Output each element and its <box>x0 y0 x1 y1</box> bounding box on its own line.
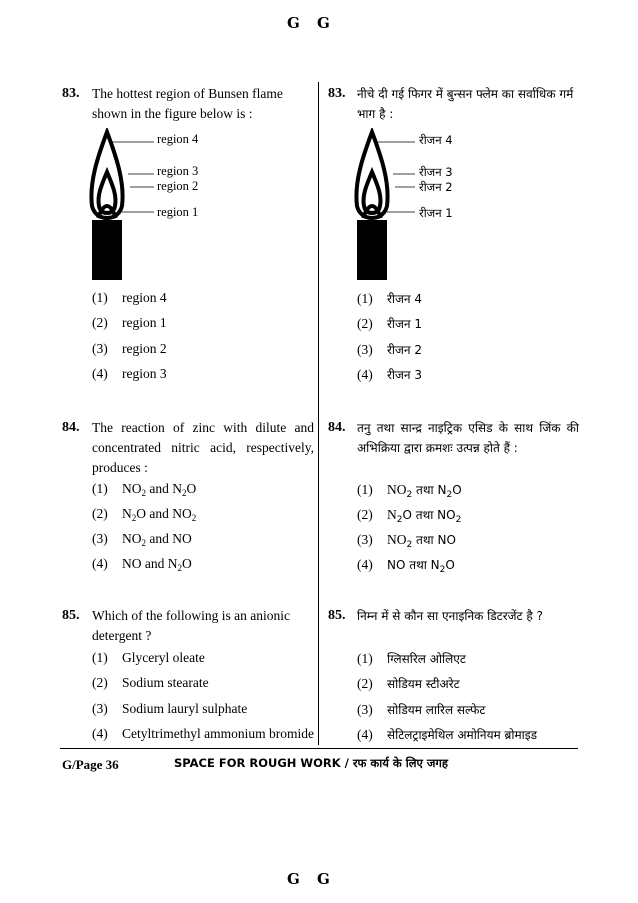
q85-option-3-hi: (3) सोडियम लारिल सल्फेट <box>357 702 486 717</box>
q83-text-en: The hottest region of Bunsen flame shown in the figure below is : <box>92 86 283 121</box>
q84-text-hi: तनु तथा सान्द्र नाइट्रिक एसिड के साथ जिंक की अभिक्रिया द्वारा क्रमशः उत्पन्न होते हैं : <box>357 421 579 455</box>
column-divider <box>318 82 319 745</box>
q85-option-4-hi: (4) सेटिलट्राइमेथिल अमोनियम ब्रोमाइड <box>357 727 538 742</box>
footer-mark: G G <box>287 870 336 888</box>
q84-option-3-hi: (3) $NO_2$ तथा NO <box>357 532 456 550</box>
q83-option-3-hi: (3) रीजन 2 <box>357 342 423 357</box>
figure-leaders-en <box>110 130 156 220</box>
q84-option-4-hi: (4) NO तथा $N_2O$ <box>357 557 455 575</box>
q83-option-4-hi: (4) रीजन 3 <box>357 367 423 382</box>
q85-option-1-hi: (1) ग्लिसरिल ओलिएट <box>357 651 466 666</box>
q84-text-en: The reaction of zinc with dilute and concentrated nitric acid, respectively, produces : <box>92 420 314 475</box>
figure-label-region-4-en: region 4 <box>157 132 199 146</box>
q85-number-hi: 85. <box>328 608 346 623</box>
q84-option-2-en: (2) $N_2O$ and $NO_2$ <box>92 506 197 523</box>
q83-number-en: 83. <box>62 86 80 101</box>
q83-option-2-en: (2) region 1 <box>92 315 167 330</box>
figure-label-region-1-hi: रीजन 1 <box>419 206 453 220</box>
q83-option-2-hi: (2) रीजन 1 <box>357 316 423 331</box>
q83-option-3-en: (3) region 2 <box>92 341 167 356</box>
q83-number-hi: 83. <box>328 86 346 101</box>
figure-label-region-3-hi: रीजन 3 <box>419 165 453 179</box>
page-number: G/Page 36 <box>62 757 119 772</box>
q84-option-2-hi: (2) $N_2O$ तथा $NO_2$ <box>357 507 462 525</box>
figure-label-region-4-hi: रीजन 4 <box>419 133 453 147</box>
q84-option-1-hi: (1) $NO_2$ तथा $N_2O$ <box>357 482 462 500</box>
q84-option-3-en: (3) $NO_2$ and NO <box>92 531 192 548</box>
q84-number-hi: 84. <box>328 420 346 435</box>
q83-text-hi: नीचे दी गई फिगर में बुन्सन फ्लेम का सर्वाधिक गर्म भाग है : <box>357 87 574 121</box>
q84-number-en: 84. <box>62 420 80 435</box>
q84-option-4-en: (4) NO and $N_2O$ <box>92 556 192 573</box>
header-mark: G G <box>287 14 336 32</box>
figure-leaders-hi <box>375 130 417 220</box>
footer-rule <box>60 748 578 749</box>
q85-option-2-en: (2) Sodium stearate <box>92 675 209 690</box>
q83-option-4-en: (4) region 3 <box>92 366 167 381</box>
q83-option-1-hi: (1) रीजन 4 <box>357 291 423 306</box>
q83-option-1-en: (1) region 4 <box>92 290 167 305</box>
figure-label-region-1-en: region 1 <box>157 205 199 219</box>
q85-number-en: 85. <box>62 608 80 623</box>
q85-option-3-en: (3) Sodium lauryl sulphate <box>92 701 248 716</box>
figure-label-region-2-hi: रीजन 2 <box>419 180 453 194</box>
q85-option-2-hi: (2) सोडियम स्टीअरेट <box>357 676 460 691</box>
figure-label-region-3-en: region 3 <box>157 164 199 178</box>
rough-work-label: SPACE FOR ROUGH WORK / रफ कार्य के लिए जगह <box>174 756 448 770</box>
q85-text-hi: निम्न में से कौन सा एनाइनिक डिटरजेंट है ? <box>357 609 543 623</box>
q85-text-en: Which of the following is an anionic detergent ? <box>92 608 290 643</box>
q85-option-4-en: (4) Cetyltrimethyl ammonium bromide <box>92 726 314 741</box>
figure-label-region-2-en: region 2 <box>157 179 199 193</box>
q85-option-1-en: (1) Glyceryl oleate <box>92 650 205 665</box>
q84-option-1-en: (1) $NO_2$ and $N_2O$ <box>92 481 197 498</box>
